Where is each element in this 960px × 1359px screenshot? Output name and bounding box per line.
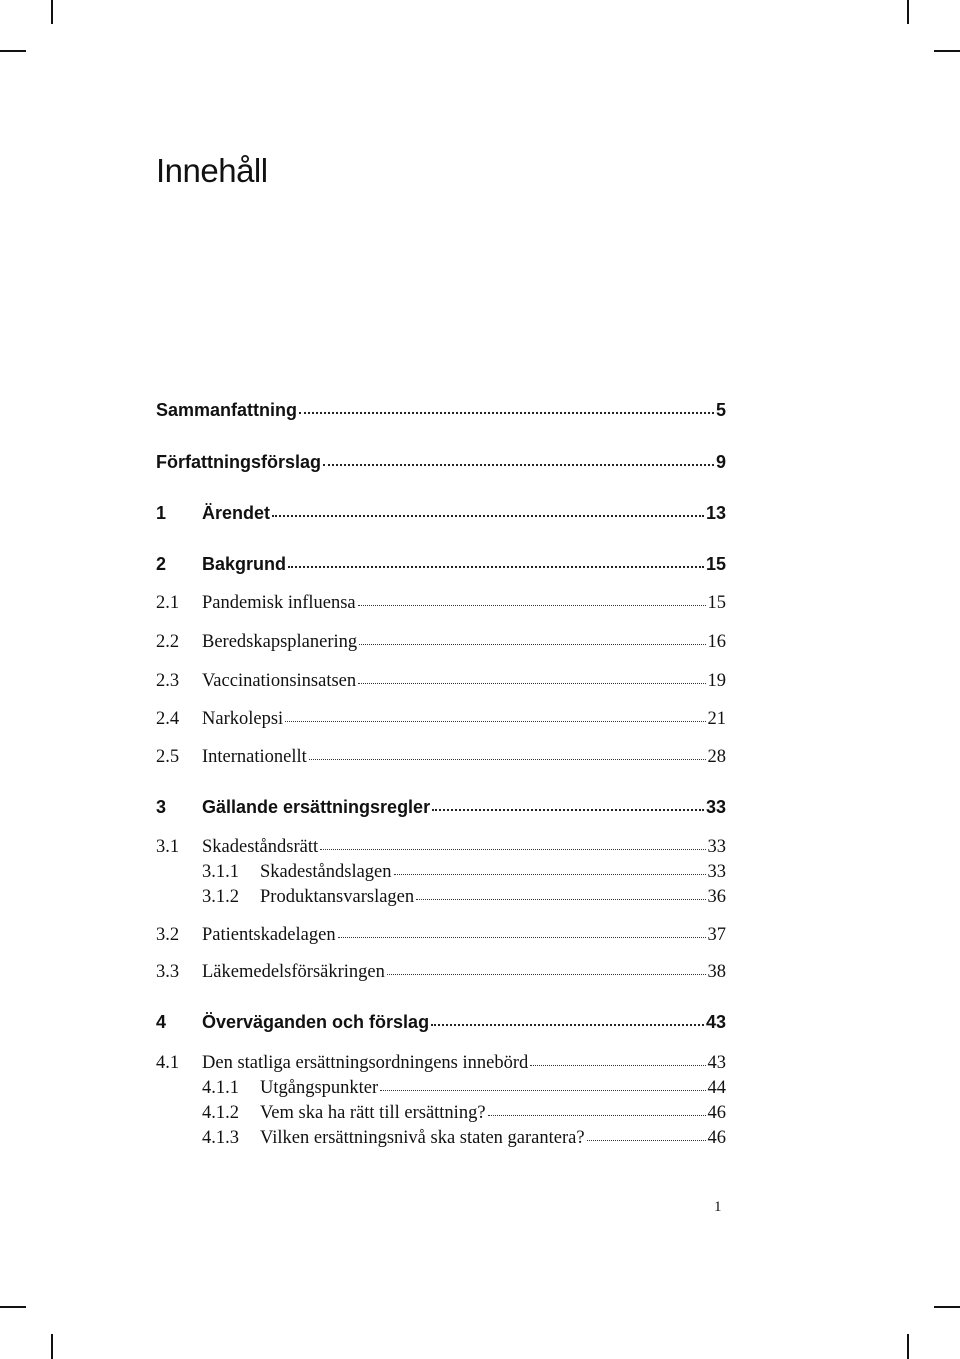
toc-entry-label: Utgångspunkter	[260, 1078, 379, 1098]
toc-entry-number	[156, 632, 202, 653]
toc-entry-page: 19	[707, 671, 726, 691]
toc-entry[interactable]	[156, 503, 726, 529]
toc-entry-number-text: 2.1	[156, 593, 180, 613]
toc-entry-number-text: 3.1	[156, 837, 180, 857]
crop-mark-bottom-left-vertical	[51, 1334, 53, 1359]
toc-dot-leader	[387, 974, 706, 975]
toc-entry-label: Vilken ersättningsnivå ska staten garantera?	[260, 1128, 585, 1148]
toc-entry-number-text: 2.2	[156, 632, 180, 652]
toc-entry-number	[156, 1053, 202, 1074]
crop-mark-top-right-vertical	[907, 0, 909, 24]
toc-entry-page: 16	[707, 632, 726, 652]
toc-entry-page: 46	[707, 1103, 726, 1123]
toc-entry-number	[156, 503, 202, 524]
toc-entry-page: 15	[707, 593, 726, 613]
toc-entry-number-text: 4.1.3	[202, 1128, 239, 1148]
toc-entry-page: 5	[715, 400, 726, 420]
page-title: Innehåll	[156, 152, 268, 189]
toc-entry[interactable]	[156, 671, 726, 697]
crop-mark-bottom-right-horizontal	[934, 1306, 960, 1308]
toc-entry-page: 13	[705, 503, 726, 523]
toc-entry-page: 37	[707, 925, 726, 945]
toc-entry-page: 33	[707, 837, 726, 857]
toc-entry-label: Pandemisk influensa	[202, 593, 356, 613]
toc-entry[interactable]	[156, 962, 726, 988]
toc-entry-label: Vaccinationsinsatsen	[202, 671, 357, 691]
toc-entry[interactable]	[156, 1103, 726, 1129]
toc-entry-number-text: 2.4	[156, 709, 180, 729]
page-number: 1	[714, 1199, 722, 1215]
toc-dot-leader	[309, 759, 706, 760]
toc-dot-leader	[323, 464, 714, 466]
toc-entry[interactable]	[156, 747, 726, 773]
toc-entry-number-text: 3.3	[156, 962, 180, 982]
toc-dot-leader	[285, 721, 705, 722]
toc-entry-page: 36	[707, 887, 726, 907]
toc-entry-number	[156, 1012, 202, 1033]
toc-dot-leader	[394, 874, 706, 875]
toc-dot-leader	[488, 1115, 706, 1116]
toc-entry[interactable]	[156, 837, 726, 863]
toc-entry-page: 46	[707, 1128, 726, 1148]
toc-entry-number	[156, 1128, 260, 1149]
toc-dot-leader	[380, 1090, 705, 1091]
toc-entry-number	[156, 1078, 260, 1099]
toc-entry-label: Den statliga ersättningsordningens innebörd	[202, 1053, 529, 1073]
toc-entry-number	[156, 709, 202, 730]
toc-entry-number-text: 3.1.1	[202, 862, 239, 882]
toc-entry[interactable]	[156, 1078, 726, 1104]
toc-entry-page: 43	[707, 1053, 726, 1073]
toc-entry-number-text: 4.1.1	[202, 1078, 239, 1098]
toc-entry[interactable]	[156, 925, 726, 951]
toc-entry-label: Gällande ersättningsregler	[202, 797, 431, 817]
toc-entry[interactable]	[156, 797, 726, 823]
toc-entry-label: Narkolepsi	[202, 709, 284, 729]
crop-mark-bottom-left-horizontal	[0, 1306, 26, 1308]
toc-dot-leader	[358, 605, 706, 606]
toc-entry-page: 33	[707, 862, 726, 882]
toc-entry-page: 43	[705, 1012, 726, 1032]
toc-dot-leader	[587, 1140, 706, 1141]
toc-entry-label: Patientskadelagen	[202, 925, 336, 945]
toc-entry[interactable]	[156, 862, 726, 888]
toc-entry-page: 21	[707, 709, 726, 729]
toc-entry-number-text: 1	[156, 503, 167, 523]
toc-entry[interactable]	[156, 1053, 726, 1079]
toc-entry[interactable]	[156, 709, 726, 735]
toc-entry-label: Skadeståndslagen	[260, 862, 392, 882]
toc-entry-number	[156, 837, 202, 858]
toc-entry-page: 15	[705, 554, 726, 574]
toc-entry[interactable]	[156, 593, 726, 619]
toc-entry-number	[156, 925, 202, 946]
toc-entry-number	[156, 887, 260, 908]
crop-mark-top-right-horizontal	[934, 50, 960, 52]
toc-dot-leader	[272, 515, 704, 517]
toc-dot-leader	[288, 566, 704, 568]
toc-entry-number	[156, 797, 202, 818]
toc-dot-leader	[432, 809, 704, 811]
crop-mark-top-left-vertical	[51, 0, 53, 24]
toc-entry-number	[156, 554, 202, 575]
toc-dot-leader	[416, 899, 705, 900]
toc-entry-number-text: 4.1.2	[202, 1103, 239, 1123]
toc-entry-label: Internationellt	[202, 747, 307, 767]
toc-entry-label: Vem ska ha rätt till ersättning?	[260, 1103, 486, 1123]
toc-entry-label: Ärendet	[202, 503, 271, 523]
toc-entry-number-text: 3	[156, 797, 167, 817]
toc-entry-label: Bakgrund	[202, 554, 287, 574]
toc-entry-number-text: 2.5	[156, 747, 180, 767]
toc-entry-number-text: 4.1	[156, 1053, 180, 1073]
toc-entry-page: 44	[707, 1078, 726, 1098]
toc-entry-label: Författningsförslag	[156, 452, 321, 472]
crop-mark-top-left-horizontal	[0, 50, 26, 52]
toc-entry-number	[156, 747, 202, 768]
toc-entry[interactable]	[156, 400, 726, 426]
toc-dot-leader	[359, 644, 705, 645]
toc-dot-leader	[530, 1065, 705, 1066]
toc-entry-page: 9	[715, 452, 726, 472]
toc-entry[interactable]	[156, 452, 726, 478]
toc-entry-number	[156, 671, 202, 692]
toc-entry-label: Skadeståndsrätt	[202, 837, 319, 857]
toc-entry-label: Läkemedelsförsäkringen	[202, 962, 385, 982]
toc-dot-leader	[299, 412, 714, 414]
toc-entry-number-text: 2.3	[156, 671, 180, 691]
toc-entry-label: Produktansvarslagen	[260, 887, 415, 907]
toc-entry[interactable]	[156, 554, 726, 580]
toc-entry-number	[156, 962, 202, 983]
toc-entry-number	[156, 593, 202, 614]
toc-entry-page: 38	[707, 962, 726, 982]
toc-entry-number	[156, 862, 260, 883]
toc-dot-leader	[338, 937, 706, 938]
toc-entry-page: 33	[705, 797, 726, 817]
toc-entry-label: Överväganden och förslag	[202, 1012, 430, 1032]
toc-entry-label: Sammanfattning	[156, 400, 298, 420]
toc-entry[interactable]	[156, 887, 726, 913]
toc-entry[interactable]	[156, 1128, 726, 1154]
toc-dot-leader	[358, 683, 705, 684]
crop-mark-bottom-right-vertical	[907, 1334, 909, 1359]
toc-dot-leader	[320, 849, 705, 850]
toc-entry-number-text: 2	[156, 554, 167, 574]
toc-entry-number	[156, 1103, 260, 1124]
toc-entry-page: 28	[707, 747, 726, 767]
toc-entry-label: Beredskapsplanering	[202, 632, 358, 652]
toc-entry[interactable]	[156, 632, 726, 658]
toc-entry-number-text: 3.1.2	[202, 887, 239, 907]
toc-entry-number-text: 4	[156, 1012, 167, 1032]
toc-entry[interactable]	[156, 1012, 726, 1038]
toc-entry-number-text: 3.2	[156, 925, 180, 945]
toc-dot-leader	[431, 1024, 704, 1026]
